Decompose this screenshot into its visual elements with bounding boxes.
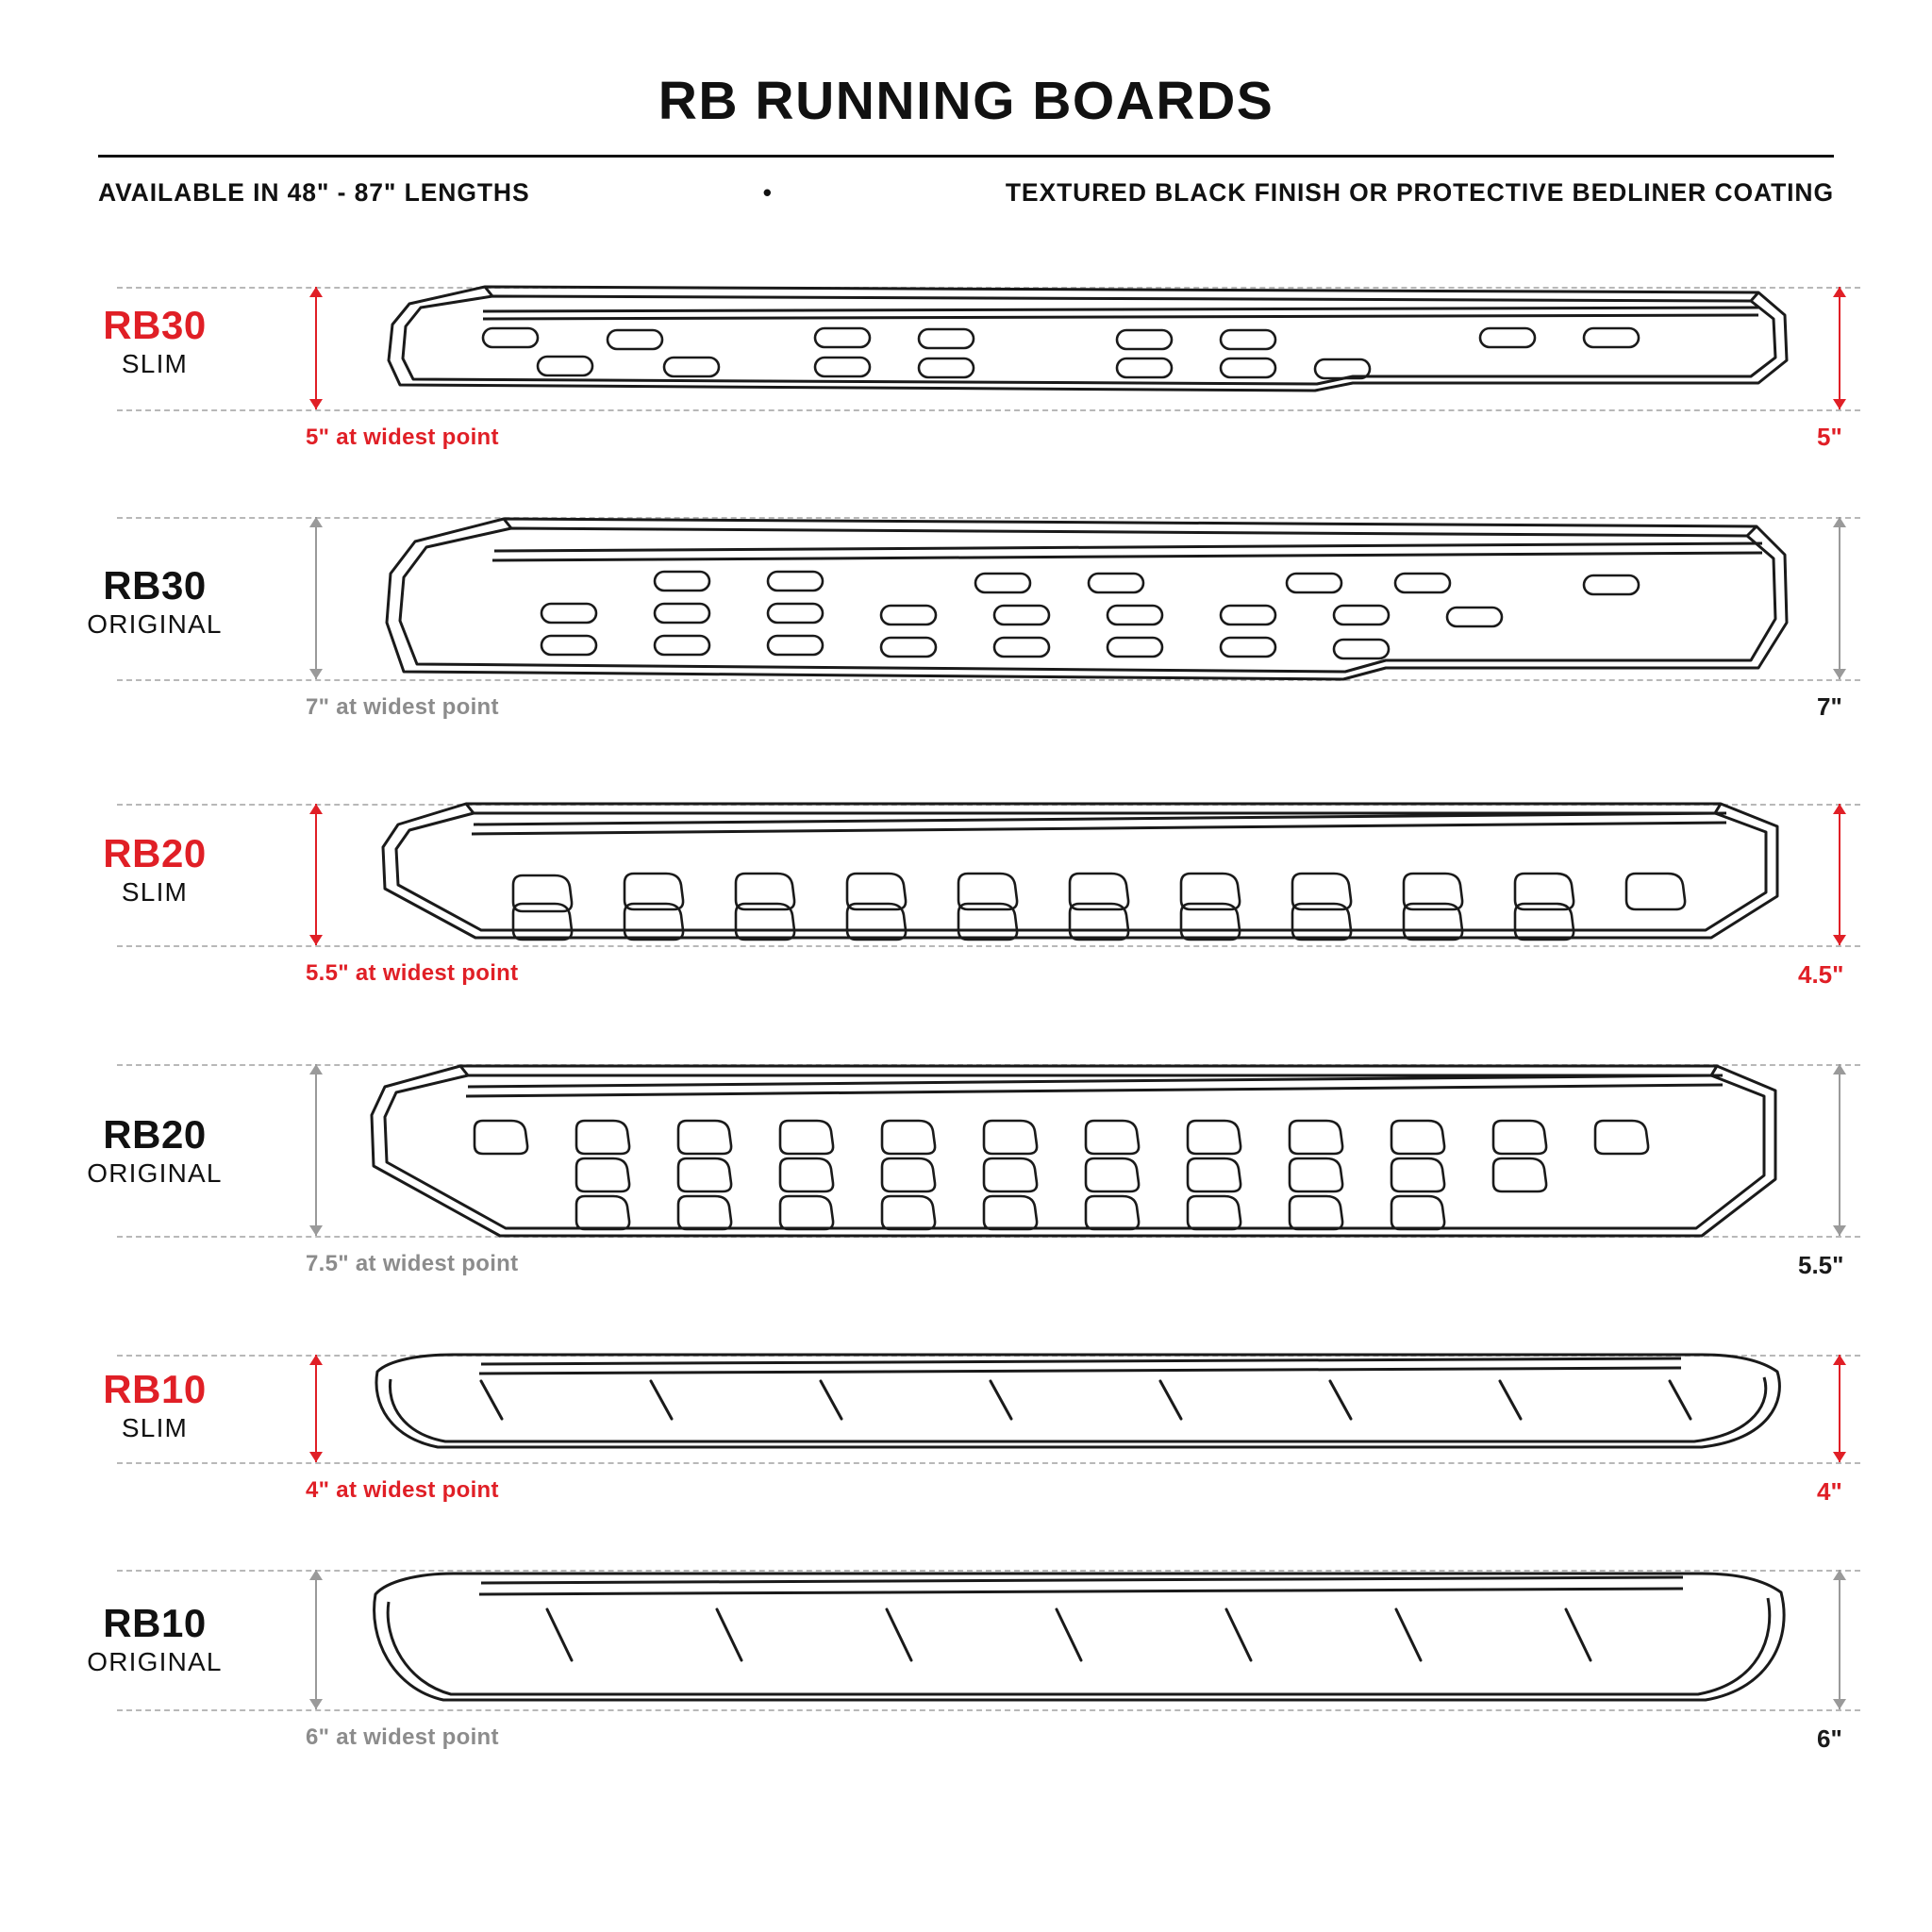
model-variant: SLIM	[121, 1412, 189, 1442]
height-dimension-arrow	[1839, 804, 1840, 945]
width-dimension-arrow	[315, 804, 317, 945]
label-rb20-slim	[23, 830, 287, 908]
subtitle-finish: TEXTURED BLACK FINISH OR PROTECTIVE BEDLINER COATING	[1005, 177, 1834, 207]
width-dimension-arrow	[315, 1064, 317, 1236]
board-row-rb20-slim	[23, 775, 1909, 1047]
width-caption: 5" at widest point	[306, 424, 499, 450]
width-caption: 4" at widest point	[306, 1476, 499, 1503]
board-illustration-rb20-original	[362, 1047, 1815, 1255]
header-divider	[98, 155, 1834, 158]
model-variant: ORIGINAL	[87, 1158, 223, 1188]
height-dimension-arrow	[1839, 287, 1840, 409]
model-name: RB10	[103, 1600, 207, 1645]
width-dimension-arrow	[315, 1570, 317, 1709]
board-row-rb10-original	[23, 1557, 1909, 1792]
board-illustration-rb20-slim	[372, 787, 1806, 966]
height-caption: 6"	[1817, 1724, 1842, 1753]
board-illustration-rb10-slim	[362, 1340, 1815, 1472]
model-name: RB30	[103, 562, 207, 608]
label-rb20-original	[23, 1111, 287, 1189]
height-dimension-arrow	[1839, 1355, 1840, 1462]
width-dimension-arrow	[315, 287, 317, 409]
height-caption: 7"	[1817, 691, 1842, 721]
width-dimension-arrow	[315, 1355, 317, 1462]
label-rb30-original	[23, 562, 287, 640]
height-caption: 4"	[1817, 1476, 1842, 1506]
model-variant: SLIM	[121, 876, 189, 907]
page-header	[23, 0, 1909, 208]
board-row-rb20-original	[23, 1047, 1909, 1330]
height-dimension-arrow	[1839, 1570, 1840, 1709]
height-dimension-arrow	[1839, 1064, 1840, 1236]
model-variant: ORIGINAL	[87, 1646, 223, 1676]
height-dimension-arrow	[1839, 517, 1840, 679]
model-name: RB20	[103, 830, 207, 875]
width-caption: 7" at widest point	[306, 693, 499, 720]
board-illustration-rb30-slim	[372, 270, 1806, 421]
subtitle-lengths: AVAILABLE IN 48" - 87" LENGTHS	[98, 177, 530, 207]
model-variant: SLIM	[121, 348, 189, 378]
label-rb10-slim	[23, 1366, 287, 1443]
height-caption: 4.5"	[1798, 959, 1844, 989]
width-caption: 5.5" at widest point	[306, 959, 519, 986]
board-row-rb30-slim	[23, 251, 1909, 502]
width-caption: 6" at widest point	[306, 1724, 499, 1750]
model-variant: ORIGINAL	[87, 608, 223, 639]
model-name: RB10	[103, 1366, 207, 1411]
width-caption: 7.5" at widest point	[306, 1250, 519, 1276]
label-rb30-slim	[23, 302, 287, 379]
board-illustration-rb10-original	[362, 1557, 1815, 1723]
board-row-rb10-slim	[23, 1330, 1909, 1557]
page-title: RB RUNNING BOARDS	[658, 71, 1274, 131]
board-row-rb30-original	[23, 502, 1909, 775]
width-dimension-arrow	[315, 517, 317, 679]
label-rb10-original	[23, 1600, 287, 1677]
subtitle-bullet-icon: •	[762, 177, 773, 207]
height-caption: 5.5"	[1798, 1250, 1844, 1279]
board-illustration-rb30-original	[372, 502, 1806, 700]
model-name: RB30	[103, 302, 207, 347]
height-caption: 5"	[1817, 422, 1842, 451]
model-name: RB20	[103, 1111, 207, 1157]
header-subtitle	[98, 178, 1834, 208]
board-rows	[23, 251, 1909, 1792]
